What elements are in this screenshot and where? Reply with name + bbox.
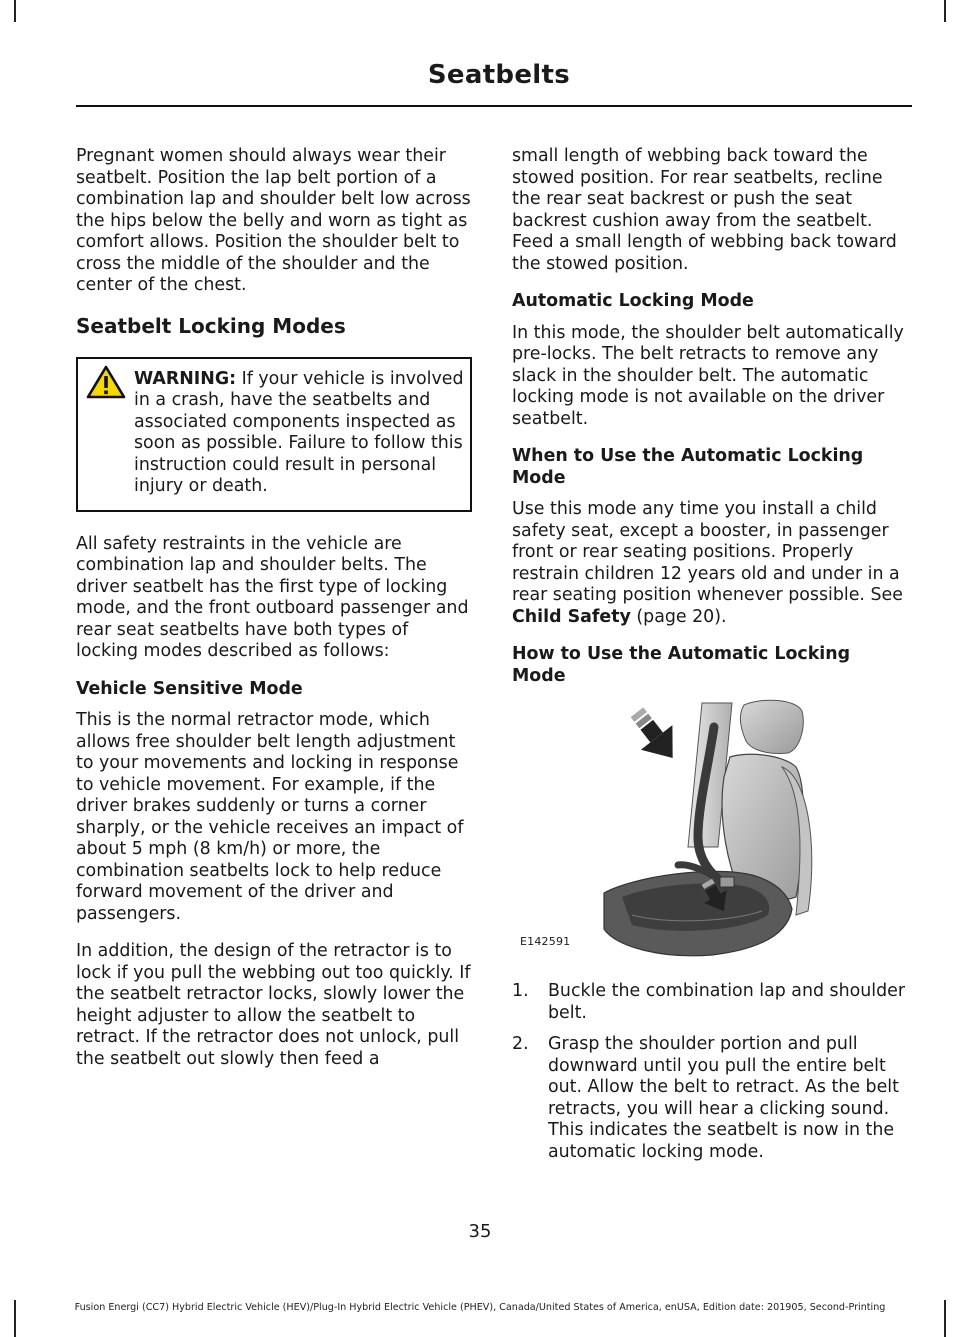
right-column: [512, 146, 908, 1173]
page-reference: (page 20).: [630, 606, 727, 627]
vehicle-sensitive-heading: Vehicle Sensitive Mode: [76, 678, 303, 699]
list-item: [512, 1034, 908, 1163]
figure-id: E142591: [520, 935, 571, 948]
warning-body: If your vehicle is involved in a crash, have the seatbelts and associated components inspected as soon as possible. Failure to follow this instruction could result in personal injury or death.: [134, 368, 464, 496]
warning-triangle-icon: [86, 365, 126, 399]
automatic-locking-heading: Automatic Locking Mode: [512, 291, 754, 311]
retractor-paragraph: In addition, the design of the retractor is to lock if you pull the webbing out too quickly. If the seatbelt retractor locks, slowly lower the height adjuster to allow the seatbelt to retract. If the retractor does not unlock, pull the seatbelt out slowly then feed a: [76, 941, 471, 1069]
when-to-use-paragraph: [512, 499, 908, 628]
warning-box: [76, 357, 472, 512]
seat-illustration: [512, 697, 908, 967]
step-text: Buckle the combination lap and shoulder belt.: [548, 981, 906, 1023]
crop-mark: [944, 0, 946, 22]
steps-list: [512, 981, 908, 1163]
seat-drawing: [512, 697, 908, 967]
page-header-title: Seatbelts: [427, 60, 570, 90]
how-to-use-heading: How to Use the Automatic Locking Mode: [512, 644, 851, 686]
down-arrow-icon: [621, 700, 688, 770]
crop-mark: [14, 0, 16, 22]
when-to-use-heading: When to Use the Automatic Locking Mode: [512, 446, 864, 488]
automatic-locking-paragraph: In this mode, the shoulder belt automatically pre-locks. The belt retracts to remove any slack in the shoulder belt. The automatic locking mode is not available on the driver seatbelt.: [512, 322, 904, 429]
footer-text: Fusion Energi (CC7) Hybrid Electric Vehicle (HEV)/Plug-In Hybrid Electric Vehicle (PHEV), Canada/United States of America, enUSA, Edition date: 201905, Second-Printing: [74, 1302, 886, 1313]
warning-label: WARNING:: [134, 368, 237, 389]
left-column: [76, 146, 472, 1086]
header-divider: [76, 105, 912, 107]
warning-text: [134, 369, 464, 498]
vehicle-sensitive-paragraph: This is the normal retractor mode, which allows free shoulder belt length adjustment to your movements and locking in response to vehicle movement. For example, if the driver brakes suddenly or turns a corner sharply, or the vehicle receives an impact of about 5 mph (8 km/h) or more, the combination seatbelts lock to help reduce forward movement of the driver and passengers.: [76, 710, 464, 924]
restraints-paragraph: All safety restraints in the vehicle are combination lap and shoulder belts. The driver seatbelt has the first type of locking mode, and the front outboard passenger and rear seat seatbelts have both types of locking modes described as follows:: [76, 533, 469, 661]
section-title: Seatbelt Locking Modes: [76, 313, 346, 338]
child-safety-link[interactable]: Child Safety: [512, 606, 631, 627]
continuation-paragraph: small length of webbing back toward the stowed position. For rear seatbelts, recline the rear seat backrest or push the seat backrest cushion away from the seatbelt. Feed a small length of webbing back toward the stowed position.: [512, 146, 897, 274]
step-text: Grasp the shoulder portion and pull downward until you pull the entire belt out. Allow the belt to retract. As the belt retracts, you will hear a clicking sound. This indicates the seatbelt is now in the automatic locking mode.: [548, 1034, 899, 1162]
step-number: 1.: [512, 981, 529, 1001]
list-item: [512, 981, 908, 1024]
step-number: 2.: [512, 1034, 529, 1054]
when-to-use-text: Use this mode any time you install a child safety seat, except a booster, in passenger front or rear seating positions. Properly restrain children 12 years old and under in a rear seating position whenever possible. See: [512, 499, 903, 605]
pregnancy-paragraph: Pregnant women should always wear their seatbelt. Position the lap belt portion of a combination lap and shoulder belt low across the hips below the belly and worn as tight as comfort allows. Position the shoulder belt to cross the middle of the shoulder and the center of the chest.: [76, 146, 471, 295]
page-number: 35: [468, 1221, 492, 1242]
